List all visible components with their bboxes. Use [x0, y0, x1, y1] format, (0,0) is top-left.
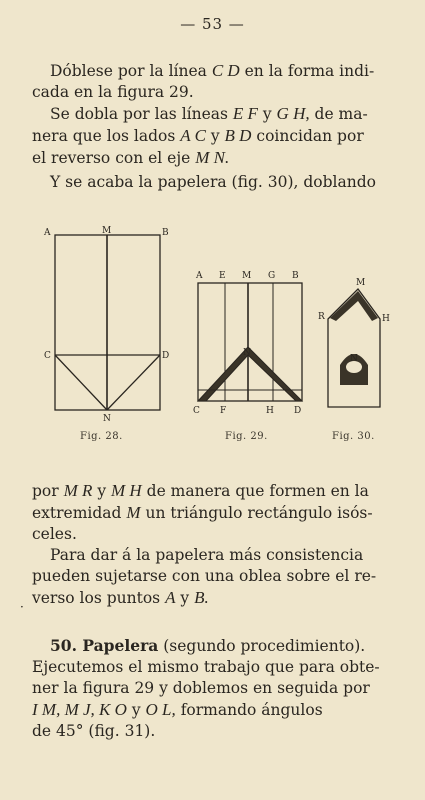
fig29-label-f: F [220, 406, 227, 416]
paragraph-fold-cd: Dóblese por la línea C D en la forma indi- cada en la figura 29. [32, 61, 375, 101]
fig29-label-m: M [242, 271, 252, 281]
fig30-label-r: R [318, 312, 325, 322]
figure-28 [43, 226, 169, 424]
fig28-label-d: D [162, 351, 170, 361]
fig28-label-b: B [162, 228, 169, 238]
fig29-label-a: A [196, 271, 203, 281]
margin-mark: · [20, 600, 24, 614]
caption-fig-29: Fig. 29. [225, 431, 268, 442]
paragraph-finish: Y se acaba la papelera (fig. 30), doblando [50, 173, 376, 191]
fig29-label-e: E [219, 271, 226, 281]
paragraph-consistencia: Para dar á la papelera más consistencia pueden sujetarse con una oblea sobre el re- verso los puntos A y B. [32, 546, 377, 607]
figures-illustration [30, 215, 400, 450]
fig29-label-n: N [243, 348, 251, 358]
figures-block [30, 215, 400, 450]
fig28-label-n: N [103, 414, 111, 424]
fig29-label-d: D [294, 406, 302, 416]
figure-29 [193, 271, 302, 416]
fig28-label-m: M [102, 226, 112, 236]
caption-fig-28: Fig. 28. [80, 431, 123, 442]
fig29-label-g: G [268, 271, 276, 281]
caption-fig-30: Fig. 30. [332, 431, 375, 442]
fig29-label-b: B [292, 271, 299, 281]
paragraph-mr-mh: por M R y M H de manera que formen en la extremidad M un triángulo rectángulo isós- celes. [32, 481, 373, 543]
fig30-label-h: H [382, 314, 390, 324]
paragraph-section-50: 50. Papelera (segundo procedimiento). Ejecutemos el mismo trabajo que para obte- ner la figura 29 y doblemos en seguida por I M, M J, K O y O L, formando ángulos de 45° (fig. 31). [32, 636, 380, 740]
fig30-label-m: M [356, 278, 366, 288]
figure-30 [318, 278, 390, 407]
fig28-label-c: C [44, 351, 51, 361]
fig28-label-a: A [44, 228, 51, 238]
fig29-label-c: C [193, 406, 200, 416]
page-number: — 53 — [180, 15, 245, 33]
fig29-label-h: H [266, 406, 274, 416]
fig30-label-n: N [350, 354, 358, 364]
paragraph-fold-ef-gh: Se dobla por las líneas E F y G H, de ma- nera que los lados A C y B D coincidan por el reverso con el eje M N. [32, 104, 368, 167]
